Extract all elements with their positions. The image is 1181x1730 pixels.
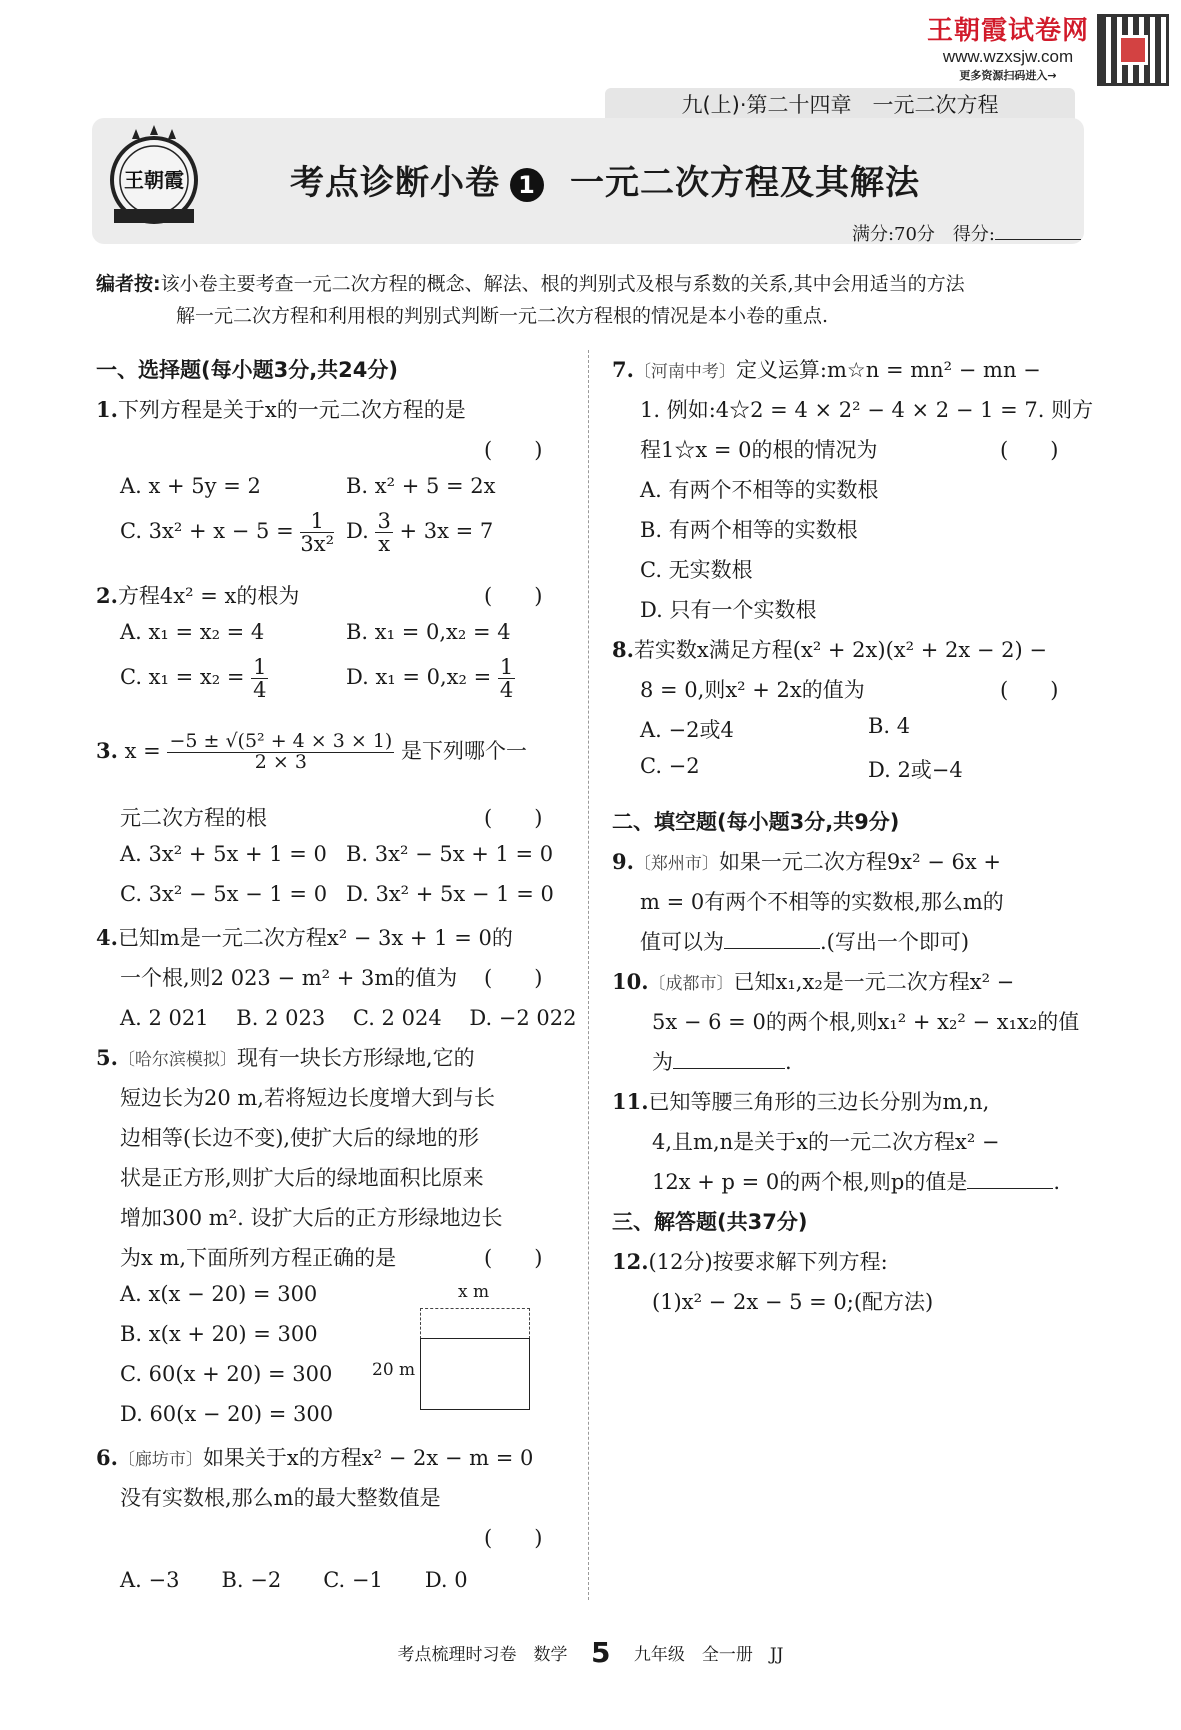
q7-option-b: B. 有两个相等的实数根 bbox=[640, 518, 858, 542]
q11-line2: 4,且m,n是关于x的一元二次方程x² − bbox=[652, 1130, 1000, 1154]
q3-answer-paren[interactable]: ( ) bbox=[484, 806, 543, 830]
question-7 bbox=[612, 354, 1041, 384]
q9-number: 9. bbox=[612, 849, 634, 874]
page-footer bbox=[0, 1634, 1181, 1667]
score-blank[interactable] bbox=[995, 221, 1081, 240]
q2-c-numerator: 1 bbox=[253, 655, 267, 679]
q6-line1: 如果关于x的方程x² − 2x − m = 0 bbox=[202, 1446, 534, 1470]
editor-note-line2: 解一元二次方程和利用根的判别式判断一元二次方程根的情况是本小卷的重点. bbox=[176, 305, 829, 327]
q9-source-tag: 〔郑州市〕 bbox=[633, 854, 719, 874]
q8-line2: 8 = 0,则x² + 2x的值为 bbox=[640, 678, 865, 702]
q6-source-tag: 〔廊坊市〕 bbox=[117, 1450, 203, 1470]
q7-option-c: C. 无实数根 bbox=[640, 558, 753, 582]
q6-options: A. −3 B. −2 C. −1 D. 0 bbox=[120, 1568, 468, 1592]
question-1 bbox=[96, 394, 466, 424]
editor-note-line1: 该小卷主要考查一元二次方程的概念、解法、根的判别式及根与系数的关系,其中会用适当的方法 bbox=[160, 273, 965, 295]
figure-extension-dashed bbox=[420, 1308, 530, 1339]
q12-number: 12. bbox=[612, 1249, 649, 1274]
q5-line1: 现有一块长方形绿地,它的 bbox=[236, 1046, 475, 1070]
q5-line2: 短边长为20 m,若将短边长度增大到与长 bbox=[120, 1086, 495, 1110]
q1-option-b: B. x² + 5 = 2x bbox=[346, 474, 496, 498]
q10-line3 bbox=[652, 1046, 792, 1076]
q7-line2: 1. 例如:4☆2 = 4 × 2² − 4 × 2 − 1 = 7. 则方 bbox=[640, 398, 1094, 422]
q7-answer-paren[interactable]: ( ) bbox=[1000, 438, 1059, 462]
q5-option-d: D. 60(x − 20) = 300 bbox=[120, 1402, 334, 1426]
q7-line1: 定义运算:m☆n = mn² − mn − bbox=[735, 358, 1041, 382]
footer-left: 考点梳理时习卷 数学 bbox=[397, 1645, 568, 1665]
q1-text: 下列方程是关于x的一元二次方程的是 bbox=[117, 398, 466, 422]
q11-line1: 已知等腰三角形的三边长分别为m,n, bbox=[648, 1090, 990, 1114]
logo-text: 王朝霞 bbox=[124, 168, 184, 192]
full-score-label: 满分:70分 得分: bbox=[851, 224, 995, 245]
q5-number: 5. bbox=[96, 1045, 118, 1070]
q2-option-d bbox=[346, 656, 515, 701]
q1-option-a: A. x + 5y = 2 bbox=[120, 474, 261, 498]
section-choice-title: 一、选择题(每小题3分,共24分) bbox=[96, 358, 399, 382]
q9-answer-blank[interactable] bbox=[724, 930, 820, 949]
q1-option-d bbox=[346, 510, 493, 555]
q1-c-denominator: 3x² bbox=[300, 532, 334, 557]
q1-d-denominator: x bbox=[378, 532, 391, 557]
page-number: 5 bbox=[590, 1636, 611, 1669]
q12-part1: (1)x² − 2x − 5 = 0;(配方法) bbox=[652, 1290, 934, 1314]
q3-option-b: B. 3x² − 5x + 1 = 0 bbox=[346, 842, 554, 866]
q4-number: 4. bbox=[96, 925, 118, 950]
q8-line1: 若实数x满足方程(x² + 2x)(x² + 2x − 2) − bbox=[633, 638, 1047, 662]
q7-option-d: D. 只有一个实数根 bbox=[640, 598, 817, 622]
figure-rectangle bbox=[420, 1338, 530, 1410]
column-divider bbox=[588, 350, 589, 1600]
q5-line3: 边相等(长边不变),使扩大后的绿地的形 bbox=[120, 1126, 480, 1150]
question-9 bbox=[612, 846, 1001, 876]
q2-d-denominator: 4 bbox=[499, 678, 514, 703]
q10-line3-text: 为 bbox=[652, 1050, 673, 1074]
q6-line2: 没有实数根,那么m的最大整数值是 bbox=[120, 1486, 441, 1510]
q11-number: 11. bbox=[612, 1089, 649, 1114]
q8-option-b: B. 4 bbox=[868, 714, 911, 738]
q11-line3-text: 12x + p = 0的两个根,则p的值是 bbox=[652, 1170, 968, 1194]
brand-block bbox=[927, 10, 1089, 83]
editor-note-label: 编者按: bbox=[96, 273, 161, 295]
brand-name: 王朝霞试卷网 bbox=[926, 16, 1089, 46]
question-8 bbox=[612, 634, 1047, 664]
question-3 bbox=[96, 732, 527, 773]
q1-c-numerator: 1 bbox=[300, 510, 334, 533]
title-number-badge: 1 bbox=[510, 168, 544, 202]
q4-answer-paren[interactable]: ( ) bbox=[484, 966, 543, 990]
figure-label-top: x m bbox=[458, 1282, 490, 1302]
question-5 bbox=[96, 1042, 475, 1072]
q2-option-b: B. x₁ = 0,x₂ = 4 bbox=[346, 620, 511, 644]
q10-source-tag: 〔成都市〕 bbox=[648, 974, 734, 994]
brand-slogan: 更多资源扫码进入→ bbox=[959, 69, 1057, 82]
question-12 bbox=[612, 1246, 888, 1276]
q2-c-lhs: C. x₁ = x₂ = bbox=[120, 665, 245, 690]
q1-d-rhs: + 3x = 7 bbox=[399, 519, 494, 544]
question-6 bbox=[96, 1442, 533, 1472]
page-title bbox=[290, 155, 920, 204]
section-solve-title: 三、解答题(共37分) bbox=[612, 1210, 808, 1234]
q3-option-d: D. 3x² + 5x − 1 = 0 bbox=[346, 882, 554, 906]
question-4 bbox=[96, 922, 513, 952]
q9-line1: 如果一元二次方程9x² − 6x + bbox=[718, 850, 1001, 874]
q2-d-numerator: 1 bbox=[499, 655, 514, 679]
q2-text: 方程4x² = x的根为 bbox=[117, 584, 300, 608]
title-prefix: 考点诊断小卷 bbox=[290, 163, 500, 203]
q2-answer-paren[interactable]: ( ) bbox=[484, 584, 543, 608]
editor-note bbox=[96, 268, 1088, 332]
question-10 bbox=[612, 966, 1014, 996]
logo-emblem-icon bbox=[104, 125, 204, 235]
q2-number: 2. bbox=[96, 583, 118, 608]
q3-numerator: −5 ± √(5² + 4 × 3 × 1) bbox=[169, 730, 393, 752]
q5-option-b: B. x(x + 20) = 300 bbox=[120, 1322, 318, 1346]
q8-option-d: D. 2或−4 bbox=[868, 758, 963, 782]
question-11 bbox=[612, 1086, 989, 1116]
q5-option-a: A. x(x − 20) = 300 bbox=[120, 1282, 318, 1306]
q4-line1: 已知m是一元二次方程x² − 3x + 1 = 0的 bbox=[117, 926, 513, 950]
q8-option-a: A. −2或4 bbox=[640, 718, 734, 742]
q5-line6: 为x m,下面所列方程正确的是 bbox=[120, 1246, 397, 1270]
q9-line3 bbox=[640, 926, 969, 956]
q5-line4: 状是正方形,则扩大后的绿地面积比原来 bbox=[120, 1166, 484, 1190]
brand-url[interactable]: www.wzxsjw.com bbox=[942, 47, 1074, 66]
q2-c-denominator: 4 bbox=[253, 678, 267, 703]
q5-line5: 增加300 m². 设扩大后的正方形绿地边长 bbox=[120, 1206, 503, 1230]
q1-c-lhs: C. 3x² + x − 5 = bbox=[120, 519, 294, 544]
q3-text: 是下列哪个一 bbox=[401, 738, 528, 763]
q12-line1: (12分)按要求解下列方程: bbox=[648, 1250, 888, 1274]
footer-right: 九年级 全一册 JJ bbox=[633, 1645, 784, 1665]
q10-answer-blank[interactable] bbox=[673, 1050, 785, 1069]
q2-option-a: A. x₁ = x₂ = 4 bbox=[120, 620, 265, 644]
q5-answer-paren[interactable]: ( ) bbox=[484, 1246, 543, 1270]
q1-number: 1. bbox=[96, 397, 118, 422]
q7-option-a: A. 有两个不相等的实数根 bbox=[640, 478, 879, 502]
q3-number: 3. bbox=[96, 737, 118, 763]
q9-line2: m = 0有两个不相等的实数根,那么m的 bbox=[640, 890, 1004, 914]
q4-options: A. 2 021 B. 2 023 C. 2 024 D. −2 022 bbox=[120, 1006, 577, 1030]
q7-number: 7. bbox=[612, 357, 634, 382]
q8-number: 8. bbox=[612, 637, 634, 662]
q2-d-lhs: D. x₁ = 0,x₂ = bbox=[346, 665, 492, 690]
q3-lhs: x = bbox=[124, 738, 161, 763]
q4-line2: 一个根,则2 023 − m² + 3m的值为 bbox=[120, 966, 458, 990]
q10-number: 10. bbox=[612, 969, 649, 994]
q10-line3-end: . bbox=[785, 1050, 792, 1074]
chapter-tab: 九(上)·第二十四章 一元二次方程 bbox=[605, 88, 1075, 122]
q11-line3 bbox=[652, 1166, 1060, 1196]
q11-line3-end: . bbox=[1053, 1170, 1061, 1194]
q3-denominator: 2 × 3 bbox=[254, 750, 307, 773]
q5-option-c: C. 60(x + 20) = 300 bbox=[120, 1362, 333, 1386]
score-line bbox=[852, 220, 1081, 246]
q6-number: 6. bbox=[96, 1445, 118, 1470]
q8-option-c: C. −2 bbox=[640, 754, 700, 778]
q1-d-numerator: 3 bbox=[377, 509, 391, 533]
q9-line3-note: .(写出一个即可) bbox=[820, 930, 970, 954]
q3-option-c: C. 3x² − 5x − 1 = 0 bbox=[120, 882, 328, 906]
q11-answer-blank[interactable] bbox=[967, 1170, 1053, 1189]
q7-line3: 程1☆x = 0的根的情况为 bbox=[640, 438, 878, 462]
q2-option-c bbox=[120, 656, 268, 701]
q3-line2: 元二次方程的根 bbox=[120, 806, 267, 830]
figure-label-left: 20 m bbox=[372, 1360, 416, 1380]
q7-source-tag: 〔河南中考〕 bbox=[633, 362, 736, 382]
q1-option-c bbox=[120, 510, 334, 555]
title-main: 一元二次方程及其解法 bbox=[570, 163, 920, 203]
q1-d-label: D. bbox=[346, 519, 369, 544]
qr-code-icon[interactable] bbox=[1097, 14, 1169, 86]
q8-answer-paren[interactable]: ( ) bbox=[1000, 678, 1059, 702]
q6-answer-paren[interactable]: ( ) bbox=[484, 1526, 543, 1550]
section-fill-title: 二、填空题(每小题3分,共9分) bbox=[612, 810, 900, 834]
q1-answer-paren[interactable]: ( ) bbox=[484, 438, 543, 462]
q10-line1: 已知x₁,x₂是一元二次方程x² − bbox=[733, 970, 1015, 994]
q5-source-tag: 〔哈尔滨模拟〕 bbox=[117, 1050, 237, 1070]
q10-line2: 5x − 6 = 0的两个根,则x₁² + x₂² − x₁x₂的值 bbox=[652, 1010, 1080, 1034]
question-2 bbox=[96, 580, 299, 610]
q3-option-a: A. 3x² + 5x + 1 = 0 bbox=[120, 842, 327, 866]
q9-line3-text: 值可以为 bbox=[640, 930, 724, 954]
